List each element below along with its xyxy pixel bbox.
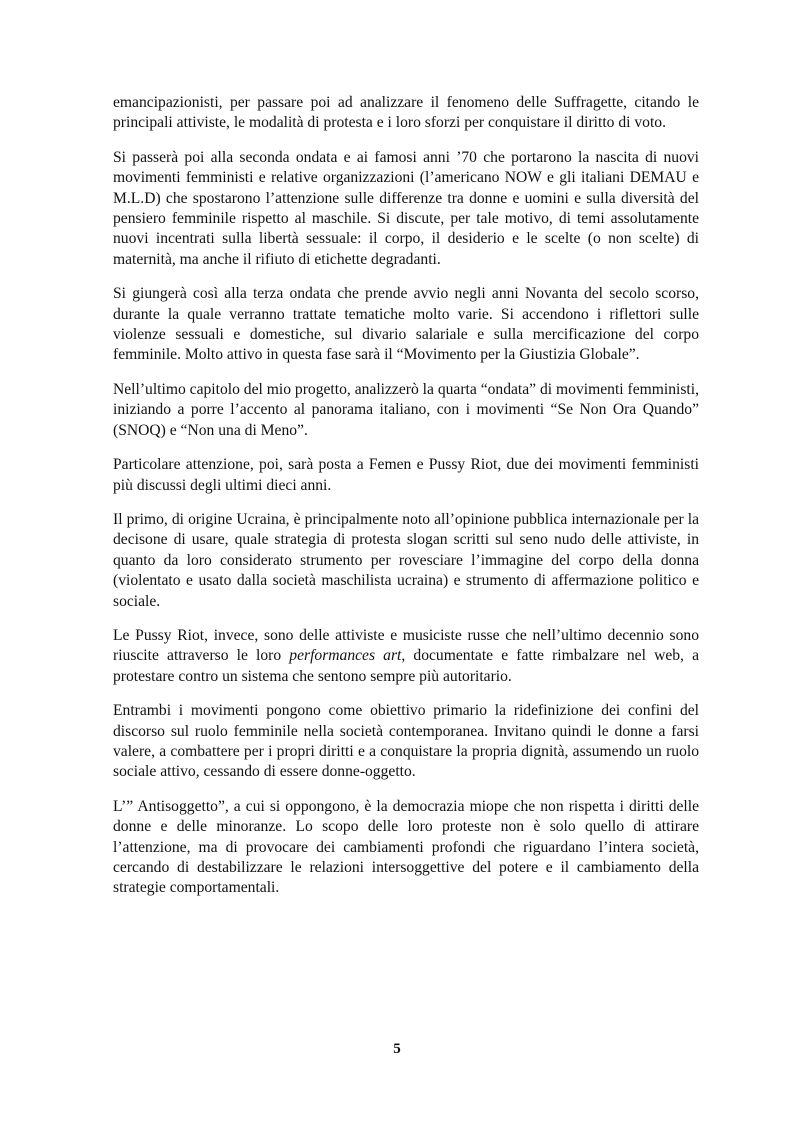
page-body <box>113 93 699 913</box>
paragraph-femen-pussy-riot: Particolare attenzione, poi, sarà posta a Femen e Pussy Riot, due dei movimenti femministi più discussi degli ultimi dieci anni. <box>113 456 699 494</box>
paragraph-femen: Il primo, di origine Ucraina, è principalmente noto all’opinione pubblica internazionale per la decisone di usare, quale strategia di protesta slogan scritti sul seno nudo delle attiviste, in quanto da loro considerato strumento per rovesciare l’immagine del corpo della donna (violentato e usato dalla società maschilista ucraina) e strumento di affermazione politico e sociale. <box>113 510 699 610</box>
paragraph-common-goal: Entrambi i movimenti pongono come obiettivo primario la ridefinizione dei confini del discorso sul ruolo femminile nella società contemporanea. Invitano quindi le donne a farsi valere, a combattere per i propri diritti e a conquistare la propria dignità, assumendo un ruolo sociale attivo, cessando di essere donne-oggetto. <box>113 702 699 781</box>
pussy-riot-text-before: Le Pussy Riot, invece, sono delle attiviste e musiciste russe che nell’ultimo decennio sono riuscite attraverso le loro <box>113 626 699 665</box>
paragraph-second-wave: Si passerà poi alla seconda ondata e ai famosi anni ’70 che portarono la nascita di nuovi movimenti femministi e relative organizzazioni (l’americano NOW e gli italiani DEMAU e M.L.D) che spostarono l’attenzione sulle differenze tra donne e uomini e sulla diversità del pensiero femminile rispetto al maschile. Si discute, per tale motivo, di temi assolutamente nuovi incentrati sulla libertà sessuale: il corpo, il desiderio e le scelte (o non scelte) di maternità, ma anche il rifiuto di etichette degradanti. <box>113 148 699 268</box>
page-number: 5 <box>393 1041 401 1057</box>
pussy-riot-text-after: , documentate e fatte rimbalzare nel web, a protestare contro un sistema che sentono sempre più autoritario. <box>113 647 699 685</box>
paragraph-pussy-riot <box>113 626 699 687</box>
paragraph-suffragette: emancipazionisti, per passare poi ad analizzare il fenomeno delle Suffragette, citando le principali attiviste, le modalità di protesta e i loro sforzi per conquistare il diritto di voto. <box>113 94 699 132</box>
paragraph-third-wave: Si giungerà così alla terza ondata che prende avvio negli anni Novanta del secolo scorso, durante la quale verranno trattate tematiche molto varie. Si accendono i riflettori sulle violenze sessuali e domestiche, sul divario salariale e sulla mercificazione del corpo femminile. Molto attivo in questa fase sarà il “Movimento per la Giustizia Globale”. <box>113 285 699 364</box>
paragraph-antisoggetto: L’” Antisoggetto”, a cui si oppongono, è la democrazia miope che non rispetta i diritti delle donne e delle minoranze. Lo scopo delle loro proteste non è solo quello di attirare l’attenzione, ma di provocare dei cambiamenti profondi che riguardano l’intera società, cercando di destabilizzare le relazioni intersoggettive del potere e il cambiamento della strategie comportamentali. <box>113 797 699 897</box>
pussy-riot-italic-term: performances art <box>289 647 402 665</box>
paragraph-fourth-wave: Nell’ultimo capitolo del mio progetto, analizzerò la quarta “ondata” di movimenti femministi, iniziando a porre l’accento al panorama italiano, con i movimenti “Se Non Ora Quando” (SNOQ) e “Non una di Meno”. <box>113 380 699 439</box>
